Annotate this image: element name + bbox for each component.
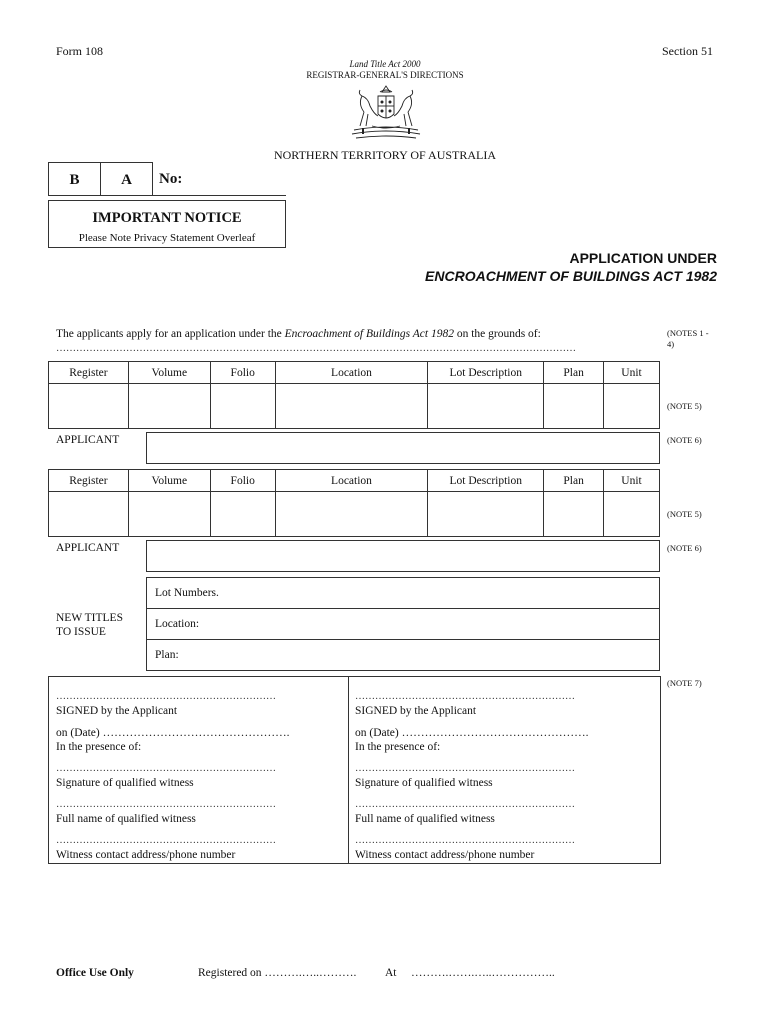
act-line: Land Title Act 2000 (349, 59, 421, 69)
presence-label: In the presence of: (355, 741, 441, 753)
header-location: Location (275, 470, 428, 492)
note-5-second: (NOTE 5) (667, 509, 702, 519)
form-number: Form 108 (56, 44, 104, 58)
date-field[interactable]: on (Date) …………………………………………. (56, 727, 290, 739)
header-register: Register (49, 362, 129, 384)
title-line1: APPLICATION UNDER (569, 250, 717, 266)
witness-signature-line[interactable]: ………………………………………………………… (56, 763, 276, 774)
plan-cell[interactable] (544, 492, 604, 537)
header-folio: Folio (210, 362, 275, 384)
applicant-label-1: APPLICANT (56, 434, 120, 446)
location-cell[interactable] (275, 384, 428, 429)
signing-divider (348, 676, 349, 864)
no-label: No: (159, 171, 183, 187)
at-label: At (385, 967, 397, 979)
lot-numbers-field[interactable] (146, 577, 660, 609)
register-cell[interactable] (49, 492, 129, 537)
signing-left-column (56, 690, 344, 862)
notice-title: IMPORTANT NOTICE (92, 210, 242, 226)
header-unit: Unit (604, 362, 660, 384)
header-location: Location (275, 362, 428, 384)
new-titles-label-line2: TO ISSUE (56, 626, 106, 638)
grounds-statement (56, 328, 541, 340)
location-cell[interactable] (275, 492, 428, 537)
header-volume: Volume (128, 362, 210, 384)
new-titles-plan-label: Plan: (155, 649, 179, 661)
grounds-prefix: The applicants apply for an application under the (56, 328, 285, 340)
new-titles-location-label: Location: (155, 618, 200, 630)
new-titles-location-field[interactable] (146, 608, 660, 640)
grounds-suffix: on the grounds of: (453, 328, 541, 340)
registered-on-field[interactable]: Registered on ……….…..………. (198, 967, 357, 979)
presence-label: In the presence of: (56, 741, 142, 753)
date-field[interactable]: on (Date) …………………………………………. (355, 727, 589, 739)
witness-name-label: Full name of qualified witness (56, 813, 196, 825)
a-label: A (121, 172, 132, 188)
new-titles-plan-field[interactable] (146, 639, 660, 671)
witness-signature-line[interactable]: ………………………………………………………… (355, 763, 575, 774)
coat-of-arms-emblem (342, 82, 430, 146)
b-cell (48, 162, 100, 196)
header-folio: Folio (210, 470, 275, 492)
lot-description-cell[interactable] (428, 384, 544, 429)
a-cell (100, 162, 153, 196)
title-table-1 (48, 361, 660, 429)
note-6-first: (NOTE 6) (667, 435, 702, 445)
volume-cell[interactable] (128, 492, 210, 537)
witness-address-line[interactable]: ………………………………………………………… (355, 835, 575, 846)
section-number: Section 51 (662, 44, 713, 58)
witness-name-line[interactable]: ………………………………………………………… (56, 799, 276, 810)
table-row (49, 384, 660, 429)
register-cell[interactable] (49, 384, 129, 429)
applicant-signature-line[interactable]: ………………………………………………………… (56, 691, 276, 702)
directions-line: REGISTRAR-GENERAL'S DIRECTIONS (306, 70, 464, 80)
witness-signature-label: Signature of qualified witness (355, 777, 493, 789)
witness-address-label: Witness contact address/phone number (56, 849, 236, 861)
applicant-label-2: APPLICANT (56, 542, 120, 554)
header-unit: Unit (604, 470, 660, 492)
applicant-field-1[interactable] (146, 432, 660, 464)
witness-name-line[interactable]: ………………………………………………………… (355, 799, 575, 810)
title-line2: ENCROACHMENT OF BUILDINGS ACT 1982 (425, 268, 717, 284)
new-titles-label (56, 611, 123, 639)
folio-cell[interactable] (210, 492, 275, 537)
header-volume: Volume (128, 470, 210, 492)
no-field-line[interactable] (153, 195, 286, 196)
table-header-row (49, 470, 660, 492)
note-5-first: (NOTE 5) (667, 401, 702, 411)
header-plan: Plan (544, 362, 604, 384)
lot-description-cell[interactable] (428, 492, 544, 537)
important-notice-box (48, 200, 286, 248)
table-header-row (49, 362, 660, 384)
note-6-second: (NOTE 6) (667, 543, 702, 553)
header-plan: Plan (544, 470, 604, 492)
witness-name-label: Full name of qualified witness (355, 813, 495, 825)
notes-1-4: (NOTES 1 - 4) (667, 328, 709, 349)
signed-by-label: SIGNED by the Applicant (56, 705, 178, 717)
grounds-act: Encroachment of Buildings Act 1982 (284, 328, 454, 340)
notice-text: Please Note Privacy Statement Overleaf (78, 232, 256, 244)
at-field[interactable]: ……….…….…..…………….. (411, 967, 555, 979)
grounds-dots[interactable]: ………………………………………………………………………………………………………………………………………… (56, 343, 576, 354)
office-use-label: Office Use Only (56, 967, 134, 979)
volume-cell[interactable] (128, 384, 210, 429)
header-register: Register (49, 470, 129, 492)
applicant-signature-line[interactable]: ………………………………………………………… (355, 691, 575, 702)
applicant-field-2[interactable] (146, 540, 660, 572)
title-table-2 (48, 469, 660, 537)
folio-cell[interactable] (210, 384, 275, 429)
note-7: (NOTE 7) (667, 678, 702, 688)
unit-cell[interactable] (604, 492, 660, 537)
jurisdiction-line: NORTHERN TERRITORY OF AUSTRALIA (273, 148, 497, 162)
new-titles-label-line1: NEW TITLES (56, 612, 123, 624)
plan-cell[interactable] (544, 384, 604, 429)
header-lot-description: Lot Description (428, 470, 544, 492)
lot-numbers-label: Lot Numbers. (155, 587, 219, 599)
header-lot-description: Lot Description (428, 362, 544, 384)
unit-cell[interactable] (604, 384, 660, 429)
table-row (49, 492, 660, 537)
witness-address-line[interactable]: ………………………………………………………… (56, 835, 276, 846)
witness-address-label: Witness contact address/phone number (355, 849, 535, 861)
witness-signature-label: Signature of qualified witness (56, 777, 194, 789)
signed-by-label: SIGNED by the Applicant (355, 705, 477, 717)
b-label: B (69, 172, 80, 188)
signing-right-column (355, 690, 647, 862)
